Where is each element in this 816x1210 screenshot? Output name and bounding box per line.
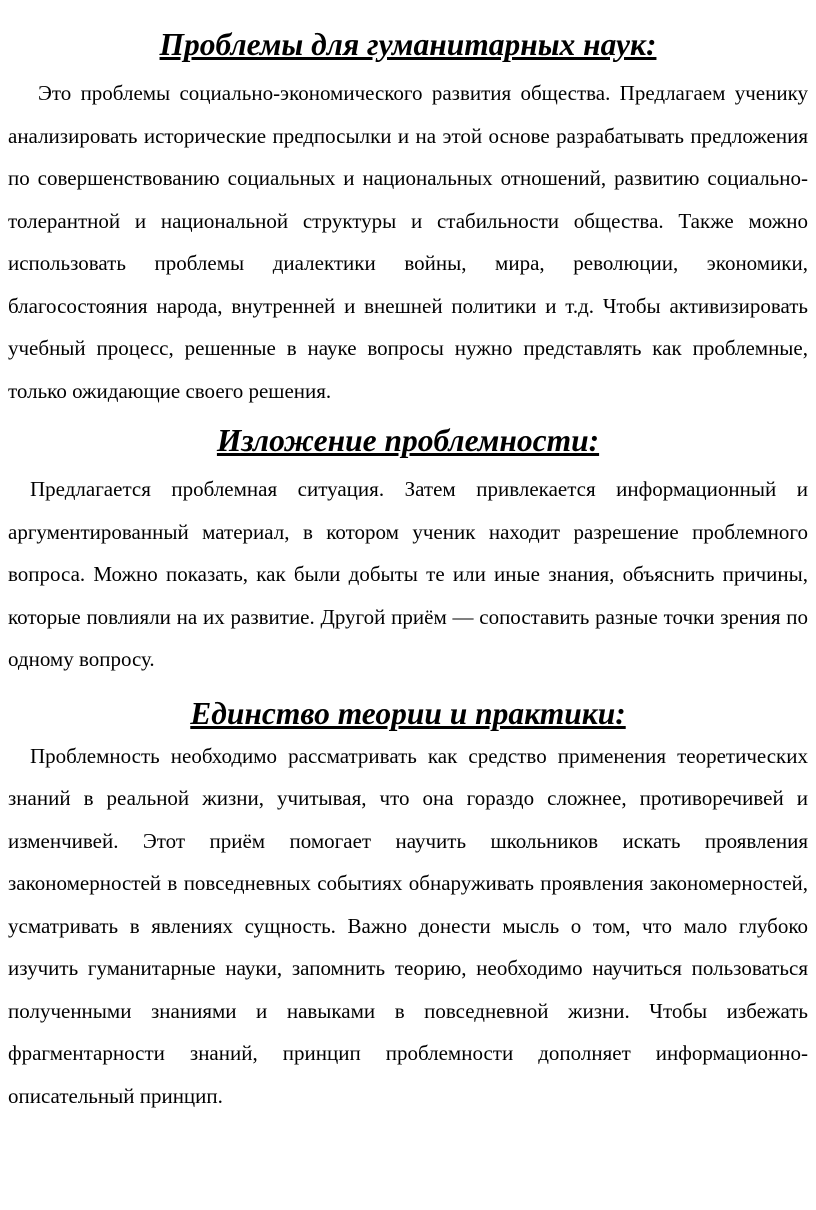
section-heading-problem-statement: Изложение проблемности: — [216, 423, 600, 458]
document-page — [8, 27, 808, 1117]
section-heading-theory-practice: Единство теории и практики: — [190, 695, 626, 731]
section-paragraph-problem-statement: Предлагается проблемная ситуация. Затем привлекается информационный и аргументированный материал, в котором ученик находит разрешение проблемного вопроса. Можно показать, как были добыты те или иные знания, объяснить причины, которые повлияли на их развитие. Другой приём — сопоставить разные точки зрения по одному вопросу. — [8, 477, 808, 671]
section-heading-humanities-problems: Проблемы для гуманитарных наук: — [159, 27, 657, 62]
section-paragraph-humanities-problems: Это проблемы социально-экономического развития общества. Предлагаем ученику анализировать исторические предпосылки и на этой основе разрабатывать предложения по совершенствованию социальных и национальных отношений, развитию социально-толерантной и национальной структуры и стабильности общества. Также можно использовать проблемы диалектики войны, мира, революции, экономики, благосостояния народа, внутренней и внешней политики и т.д. Чтобы активизировать учебный процесс, решенные в науке вопросы нужно представлять как проблемные, только ожидающие своего решения. — [8, 81, 808, 403]
section-paragraph-theory-practice: Проблемность необходимо рассматривать как средство применения теоретических знаний в реальной жизни, учитывая, что она гораздо сложнее, противоречивей и изменчивей. Этот приём помогает научить школьников искать проявления закономерностей в повседневных событиях обнаруживать проявления закономерностей, усматривать в явлениях сущность. Важно донести мысль о том, что мало глубоко изучить гуманитарные науки, запомнить теорию, необходимо научиться пользоваться полученными знаниями и навыками в повседневной жизни. Чтобы избежать фрагментарности знаний, принцип проблемности дополняет информационно-описательный принцип. — [8, 743, 808, 1108]
